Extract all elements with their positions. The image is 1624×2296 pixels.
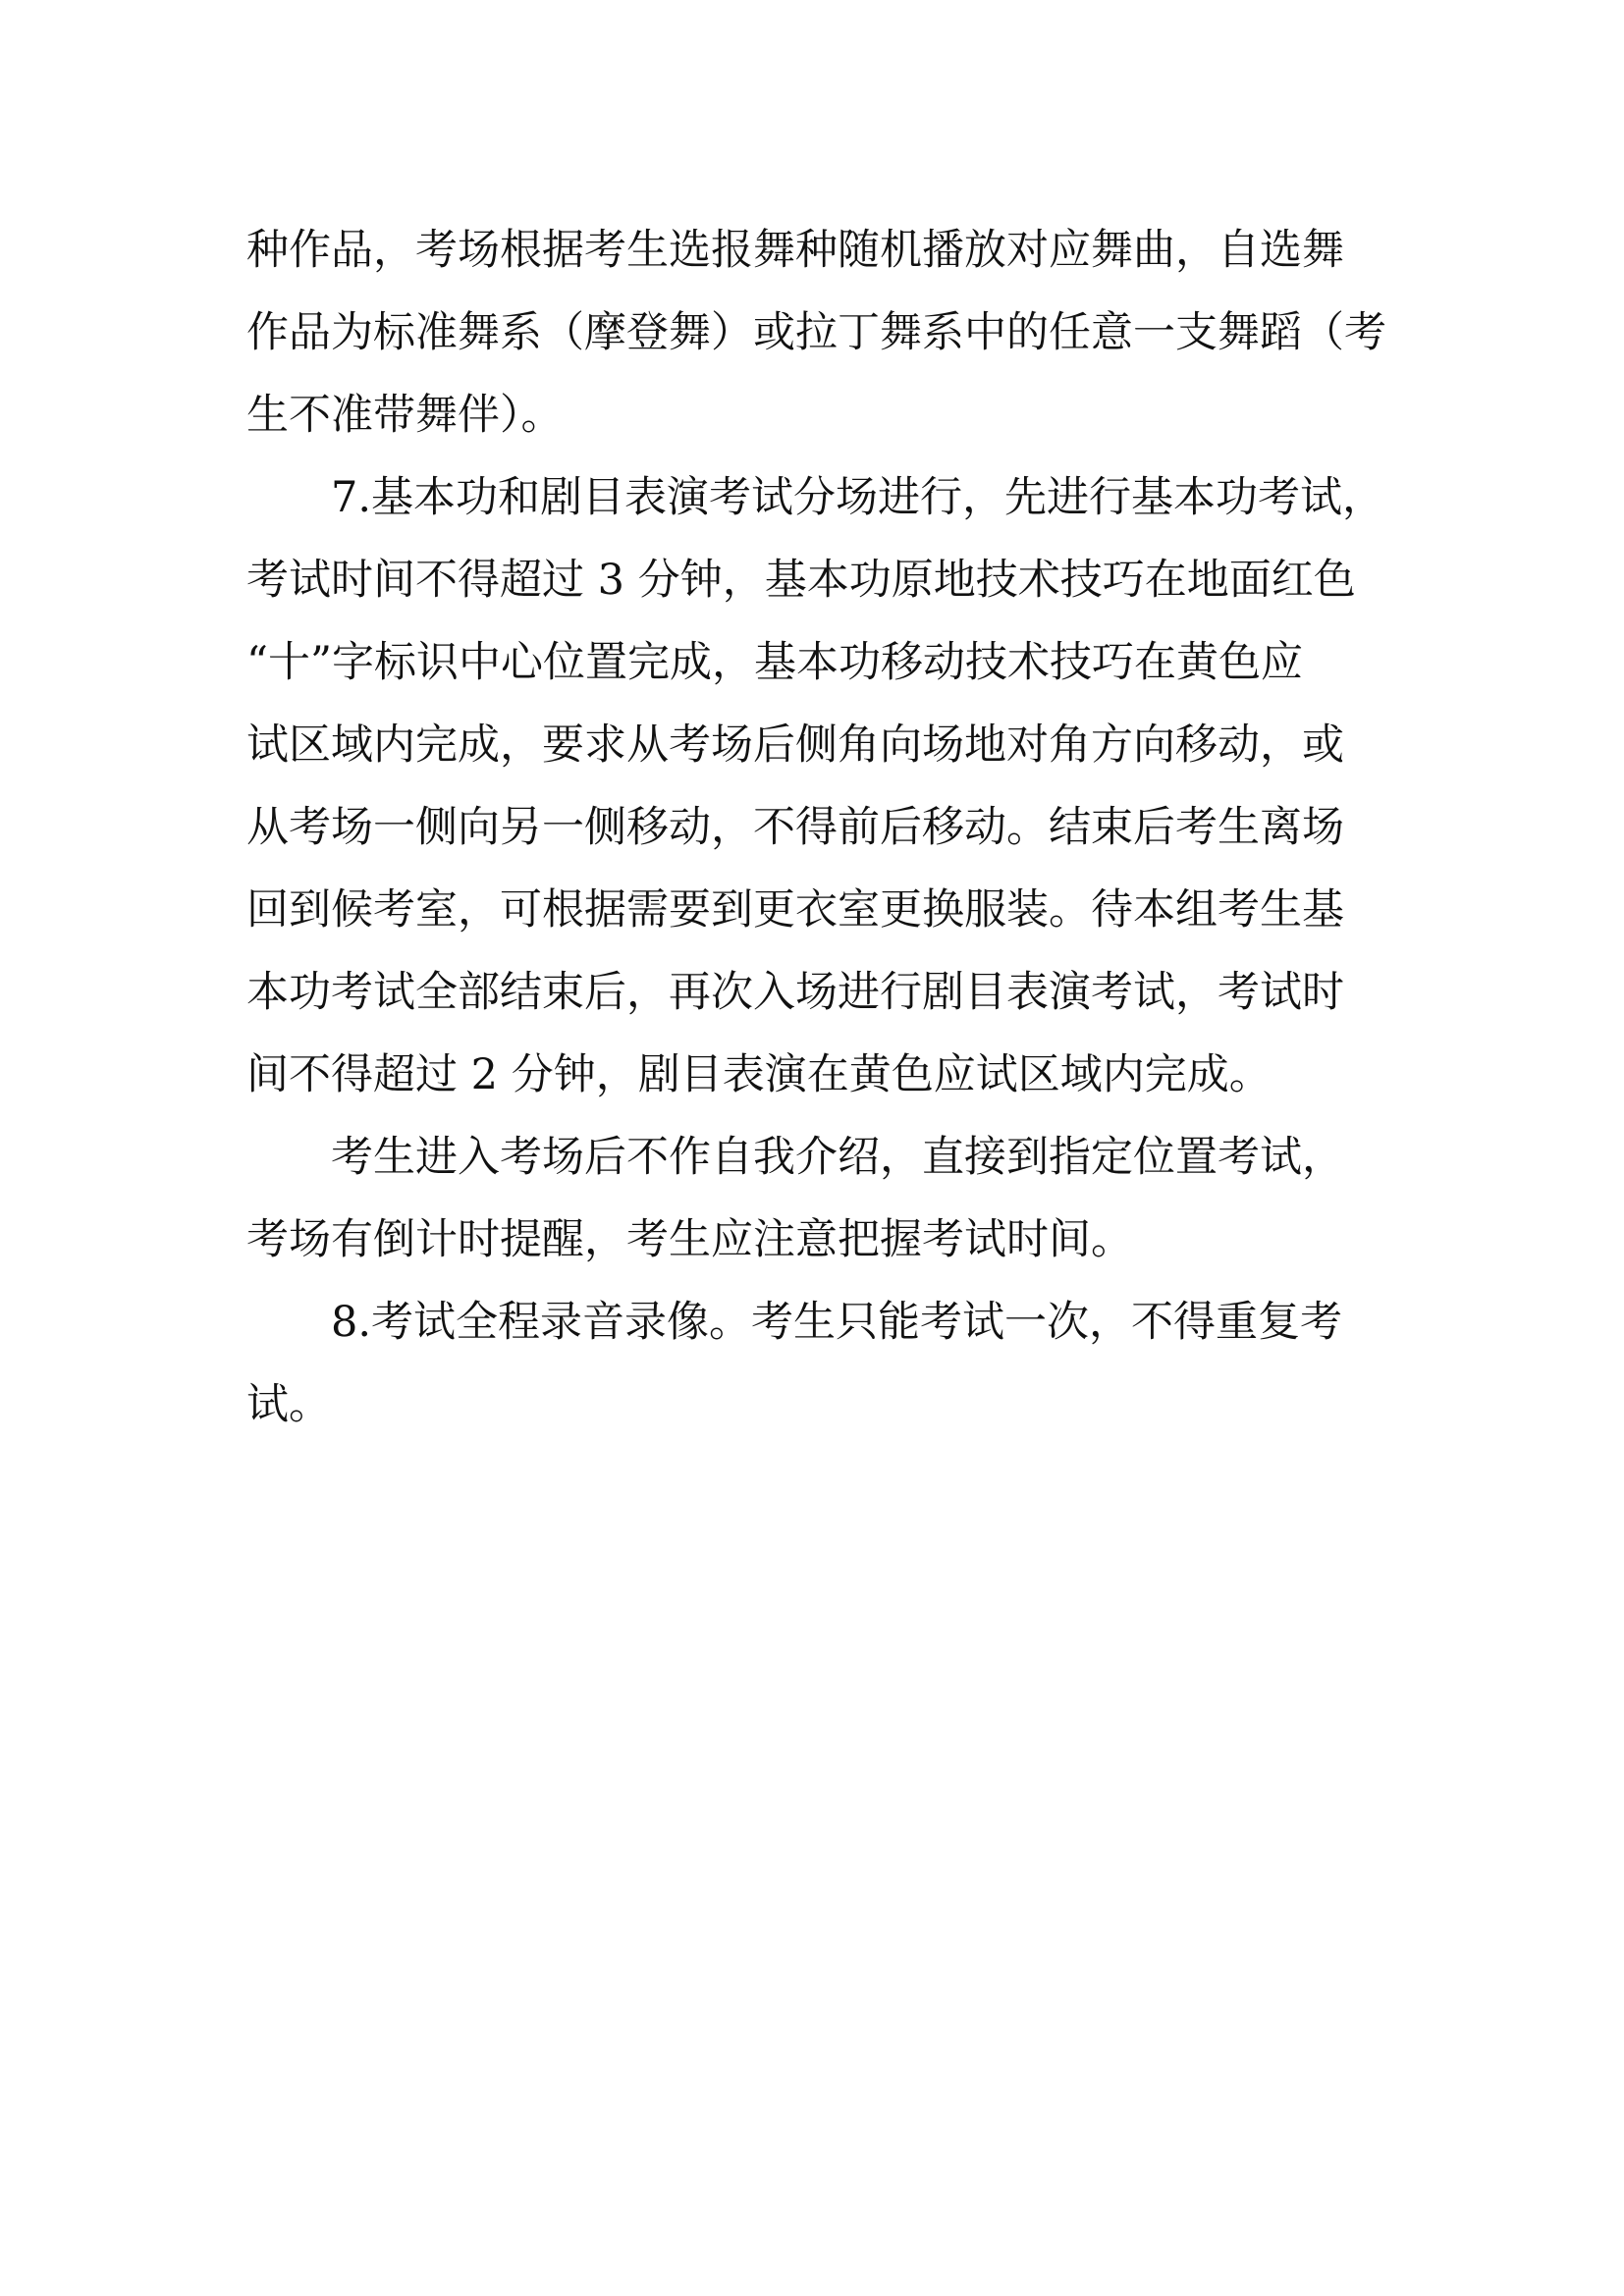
text-line: 考试时间不得超过 3 分钟，基本功原地技术技巧在地面红色 bbox=[246, 556, 1356, 605]
text-line: 考场有倒计时提醒，考生应注意把握考试时间。 bbox=[246, 1215, 1133, 1264]
text-line: “十”字标识中心位置完成，基本功移动技术技巧在黄色应 bbox=[246, 638, 1303, 687]
text-line: 考生进入考场后不作自我介绍，直接到指定位置考试， bbox=[331, 1133, 1344, 1182]
text-line: 本功考试全部结束后，再次入场进行剧目表演考试，考试时 bbox=[246, 968, 1344, 1017]
text-line: 试。 bbox=[246, 1380, 331, 1429]
text-line: 7.基本功和剧目表演考试分场进行，先进行基本功考试， bbox=[331, 473, 1385, 522]
text-line: 8.考试全程录音录像。考生只能考试一次，不得重复考 bbox=[331, 1298, 1343, 1347]
text-line: 间不得超过 2 分钟，剧目表演在黄色应试区域内完成。 bbox=[246, 1050, 1272, 1099]
text-line: 生不准带舞伴）。 bbox=[246, 391, 564, 440]
text-line: 作品为标准舞系（摩登舞）或拉丁舞系中的任意一支舞蹈（考 bbox=[246, 308, 1386, 357]
text-line: 回到候考室，可根据需要到更衣室更换服装。待本组考生基 bbox=[246, 885, 1344, 934]
text-line: 从考场一侧向另一侧移动，不得前后移动。结束后考生离场 bbox=[246, 803, 1344, 852]
text-line: 种作品，考场根据考生选报舞种随机播放对应舞曲，自选舞 bbox=[246, 226, 1344, 275]
text-line: 试区域内完成，要求从考场后侧角向场地对角方向移动，或 bbox=[246, 721, 1344, 770]
